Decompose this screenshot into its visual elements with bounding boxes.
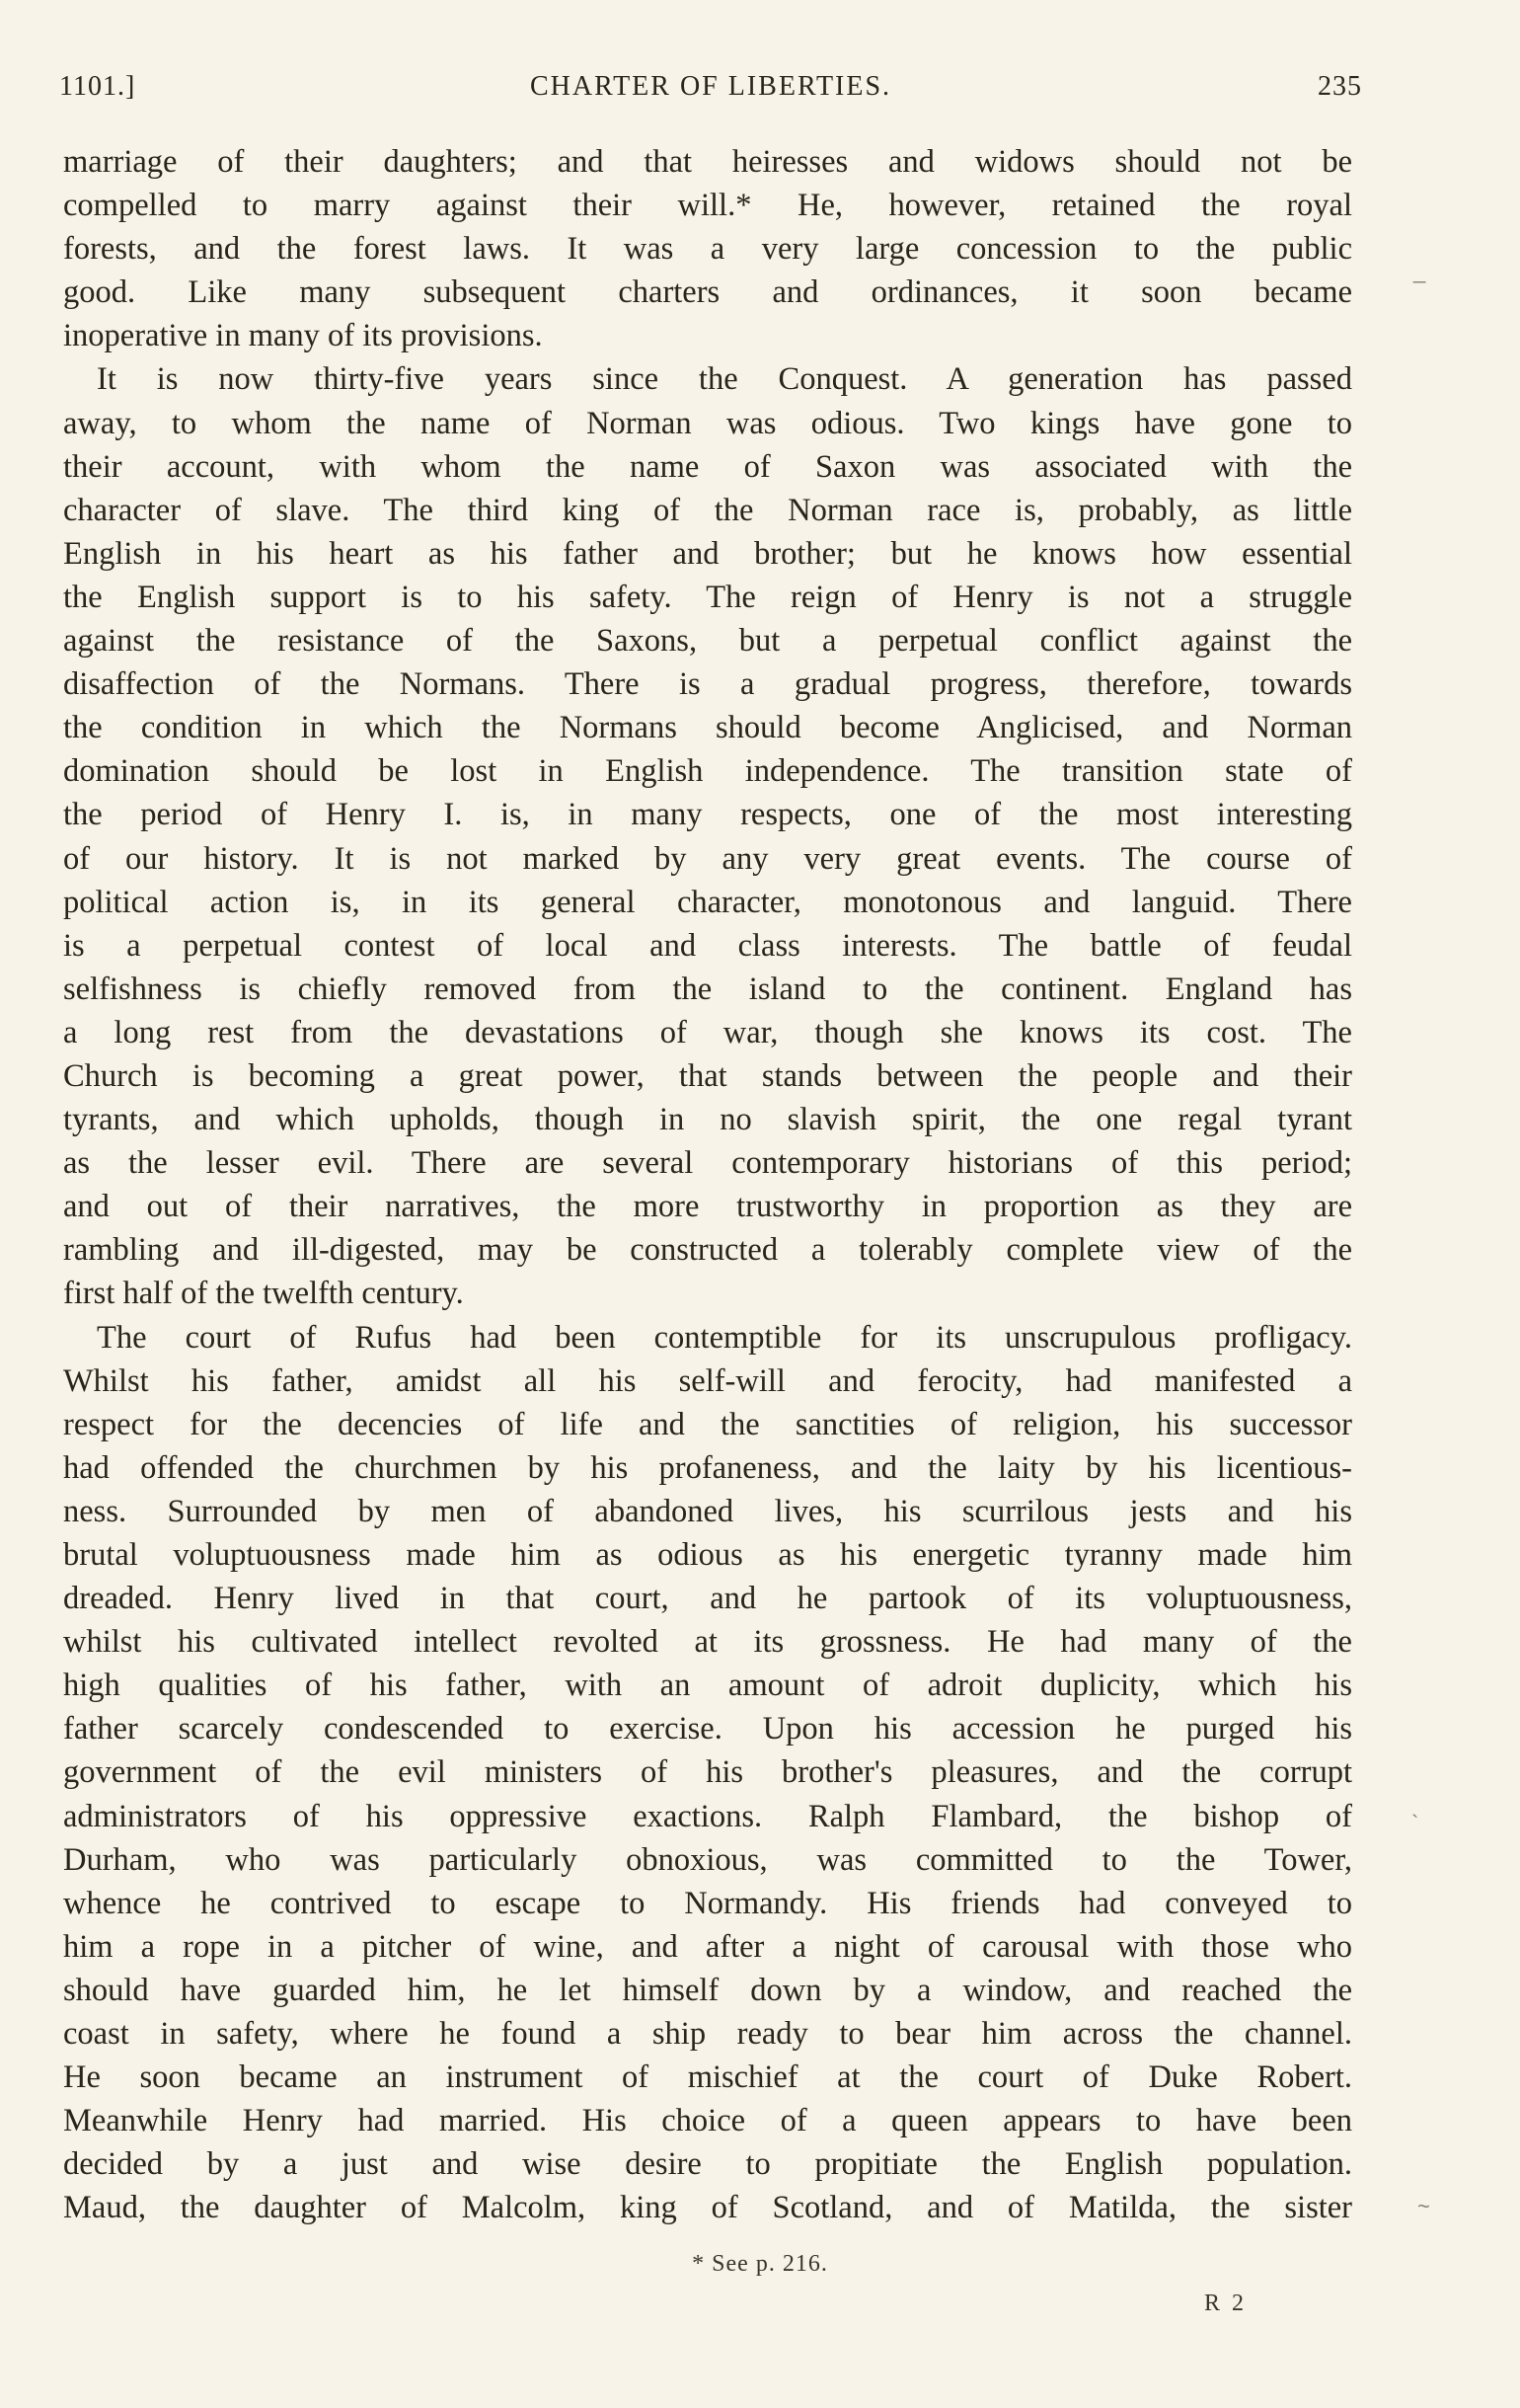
text-line: away, to whom the name of Norman was odious. Two kings have gone to (63, 405, 1352, 441)
text-line: inoperative in many of its provisions. (63, 318, 543, 354)
text-line: tyrants, and which upholds, though in no slavish spirit, the one regal tyrant (63, 1102, 1352, 1138)
text-line: forests, and the forest laws. It was a very large concession to the public (63, 231, 1352, 268)
text-line: Whilst his father, amidst all his self-will and ferocity, had manifested a (63, 1362, 1352, 1399)
text-line: whilst his cultivated intellect revolted at its grossness. He had many of the (63, 1624, 1352, 1661)
text-line: brutal voluptuousness made him as odious as his energetic tyranny made him (63, 1537, 1352, 1573)
text-line: He soon became an instrument of mischief at the court of Duke Robert. (63, 2059, 1352, 2096)
running-head-title: CHARTER OF LIBERTIES. (529, 71, 892, 102)
text-line: Maud, the daughter of Malcolm, king of Scotland, and of Matilda, the sister (63, 2190, 1352, 2226)
text-line: government of the evil ministers of his brother's pleasures, and the corrupt (63, 1754, 1352, 1791)
text-line: good. Like many subsequent charters and ordinances, it soon became (63, 274, 1352, 311)
text-line: high qualities of his father, with an amount of adroit duplicity, which his (63, 1668, 1352, 1704)
text-line: had offended the churchmen by his profaneness, and the laity by his licentious- (63, 1449, 1352, 1486)
text-line: father scarcely condescended to exercise. Upon his accession he purged his (63, 1711, 1352, 1748)
text-line: disaffection of the Normans. There is a gradual progress, therefore, towards (63, 666, 1352, 703)
page-number: 235 (1318, 71, 1362, 102)
body-text (63, 140, 1352, 2230)
running-head-date: 1101.] (59, 71, 136, 102)
text-line: should have guarded him, he let himself down by a window, and reached the (63, 1972, 1352, 2008)
text-line: marriage of their daughters; and that heiresses and widows should not be (63, 144, 1352, 180)
margin-mark-icon: _ (1413, 259, 1426, 283)
margin-mark-icon: ` (1411, 1811, 1419, 1835)
text-line: The court of Rufus had been contemptible for its unscrupulous profligacy. (97, 1319, 1352, 1356)
text-line: the English support is to his safety. The reign of Henry is not a struggle (63, 579, 1352, 615)
text-line: him a rope in a pitcher of wine, and after a night of carousal with those who (63, 1928, 1352, 1965)
text-line: character of slave. The third king of the Norman race is, probably, as little (63, 492, 1352, 528)
text-line: compelled to marry against their will.* He, however, retained the royal (63, 188, 1352, 224)
signature-mark: R 2 (1204, 2291, 1248, 2316)
text-line: their account, with whom the name of Saxon was associated with the (63, 448, 1352, 485)
text-line: English in his heart as his father and brother; but he knows how essential (63, 535, 1352, 572)
text-line: coast in safety, where he found a ship ready to bear him across the channel. (63, 2016, 1352, 2053)
text-line: dreaded. Henry lived in that court, and he partook of its voluptuousness, (63, 1581, 1352, 1617)
text-line: respect for the decencies of life and the sanctities of religion, his successor (63, 1406, 1352, 1442)
text-line: political action is, in its general character, monotonous and languid. There (63, 884, 1352, 920)
footnote: * See p. 216. (692, 2251, 828, 2277)
text-line: selfishness is chiefly removed from the island to the continent. England has (63, 971, 1352, 1007)
text-line: It is now thirty-five years since the Conquest. A generation has passed (97, 361, 1352, 398)
text-line: the period of Henry I. is, in many respects, one of the most interesting (63, 797, 1352, 833)
running-head (59, 71, 1362, 111)
text-line: domination should be lost in English independence. The transition state of (63, 753, 1352, 790)
margin-mark-icon: ~ (1417, 2194, 1430, 2218)
text-line: rambling and ill-digested, may be constructed a tolerably complete view of the (63, 1232, 1352, 1269)
text-line: a long rest from the devastations of war, though she knows its cost. The (63, 1014, 1352, 1050)
text-line: as the lesser evil. There are several contemporary historians of this period; (63, 1145, 1352, 1182)
text-line: whence he contrived to escape to Normandy. His friends had conveyed to (63, 1885, 1352, 1921)
text-line: the condition in which the Normans should become Anglicised, and Norman (63, 710, 1352, 746)
text-line: against the resistance of the Saxons, but a perpetual conflict against the (63, 623, 1352, 660)
text-line: Meanwhile Henry had married. His choice of a queen appears to have been (63, 2103, 1352, 2139)
text-line: is a perpetual contest of local and class interests. The battle of feudal (63, 927, 1352, 964)
text-line: Durham, who was particularly obnoxious, was committed to the Tower, (63, 1841, 1352, 1878)
text-line: first half of the twelfth century. (63, 1276, 464, 1312)
text-line: of our history. It is not marked by any very great events. The course of (63, 840, 1352, 877)
text-line: ness. Surrounded by men of abandoned lives, his scurrilous jests and his (63, 1493, 1352, 1529)
text-line: administrators of his oppressive exactions. Ralph Flambard, the bishop of (63, 1798, 1352, 1834)
text-line: and out of their narratives, the more trustworthy in proportion as they are (63, 1189, 1352, 1225)
text-line: decided by a just and wise desire to propitiate the English population. (63, 2146, 1352, 2183)
text-line: Church is becoming a great power, that stands between the people and their (63, 1057, 1352, 1094)
